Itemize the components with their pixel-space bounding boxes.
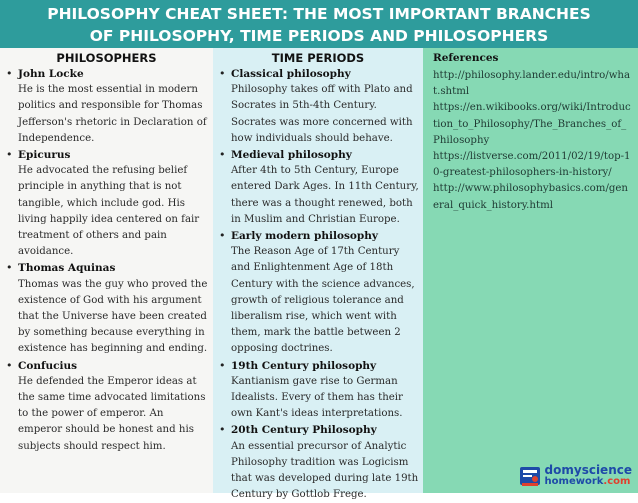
references-list bbox=[423, 66, 638, 214]
philosophers-list bbox=[0, 66, 213, 455]
bullet-icon: • bbox=[219, 148, 226, 162]
time-periods-list bbox=[213, 66, 423, 503]
logo-wordmark bbox=[545, 464, 632, 488]
header-title-line-2: OF PHILOSOPHY, TIME PERIODS AND PHILOSOPHERS bbox=[89, 27, 549, 45]
header-title-line-1: PHILOSOPHY CHEAT SHEET: THE MOST IMPORTANT BRANCHES bbox=[47, 5, 591, 23]
reference-link[interactable]: https://en.wikibooks.org/wiki/Introduction_to_Philosophy/The_Branches_of_Philosophy bbox=[433, 102, 631, 146]
philosophers-column bbox=[0, 48, 213, 493]
bullet-icon: • bbox=[219, 423, 226, 437]
logo-bottom-accent: .com bbox=[603, 476, 631, 487]
bullet-icon: • bbox=[219, 229, 226, 243]
period-description: After 4th to 5th Century, Europe entered Dark Ages. In 11th Century, there was a thought renewed, both in Muslim and Christian Europe. bbox=[231, 165, 419, 225]
period-name: 20th Century Philosophy bbox=[231, 424, 377, 437]
philosopher-item bbox=[6, 260, 209, 357]
references-heading: References bbox=[433, 52, 499, 64]
philosopher-item bbox=[6, 66, 209, 147]
period-item bbox=[219, 66, 419, 147]
period-item bbox=[219, 422, 419, 503]
reference-link[interactable]: http://philosophy.lander.edu/intro/what.shtml bbox=[433, 70, 631, 98]
bullet-icon: • bbox=[219, 67, 226, 80]
philosophers-heading: PHILOSOPHERS bbox=[56, 51, 157, 65]
bullet-icon: • bbox=[6, 261, 13, 275]
philosopher-item bbox=[6, 358, 209, 455]
period-name: 19th Century philosophy bbox=[231, 359, 377, 372]
period-name: Medieval philosophy bbox=[231, 149, 352, 162]
reference-link[interactable]: http://www.philosophybasics.com/general_quick_history.html bbox=[433, 183, 628, 211]
philosopher-description: He is the most essential in modern politics and responsible for Thomas Jefferson's rhetoric in Declaration of Independence. bbox=[18, 84, 207, 144]
philosopher-item bbox=[6, 147, 209, 260]
period-item bbox=[219, 358, 419, 423]
bullet-icon: • bbox=[6, 358, 13, 372]
philosopher-name: John Locke bbox=[18, 68, 84, 80]
logo-bottom-text bbox=[545, 476, 632, 488]
period-item bbox=[219, 228, 419, 358]
references-column bbox=[423, 48, 638, 493]
bullet-icon: • bbox=[6, 148, 13, 162]
period-name: Early modern philosophy bbox=[231, 230, 378, 243]
period-description: Philosophy takes off with Plato and Socrates in 5th-4th Century. Socrates was more concerned with how individuals should behave. bbox=[231, 84, 413, 144]
philosopher-description: He defended the Emperor ideas at the same time advocated limitations to the power of emperor. An emperor should be honest and his subjects should respect him. bbox=[18, 375, 206, 452]
time-periods-heading: TIME PERIODS bbox=[271, 51, 365, 65]
reference-link[interactable]: https://listverse.com/2011/02/19/top-10-greatest-philosophers-in-history/ bbox=[433, 151, 631, 179]
period-description: An essential precursor of Analytic Philosophy tradition was Logicism that was developed during late 19th Century by Gottlob Frege. bbox=[231, 440, 419, 501]
time-periods-column bbox=[213, 48, 423, 501]
bullet-icon: • bbox=[6, 67, 13, 80]
philosopher-description: Thomas was the guy who proved the existence of God with his argument that the Universe have been created by something because everything in existence has beginning and ending. bbox=[18, 278, 208, 355]
period-description: Kantianism gave rise to German Idealists. Every of them has their own Kant's ideas interpretations. bbox=[231, 375, 403, 420]
philosopher-name: Epicurus bbox=[18, 149, 71, 162]
philosopher-name: Confucius bbox=[18, 359, 78, 372]
period-item bbox=[219, 147, 419, 228]
bullet-icon: • bbox=[219, 358, 226, 372]
logo-bottom-main: homework bbox=[544, 476, 604, 487]
period-description: The Reason Age of 17th Century and Enlightenment Age of 18th Century with the science advances, growth of religious tolerance and liberalism rise, which went with them, mark the battle between 2 opposing doctrines. bbox=[231, 246, 415, 355]
page-header bbox=[0, 0, 638, 48]
site-logo[interactable] bbox=[519, 464, 632, 488]
period-name: Classical philosophy bbox=[231, 68, 351, 80]
book-icon bbox=[519, 464, 541, 488]
philosopher-name: Thomas Aquinas bbox=[18, 262, 116, 275]
philosopher-description: He advocated the refusing belief principle in anything that is not tangible, which include god. His living happily idea centered on fair treatment of others and pain avoidance. bbox=[18, 165, 200, 258]
logo-top-text: domyscience bbox=[544, 463, 632, 477]
